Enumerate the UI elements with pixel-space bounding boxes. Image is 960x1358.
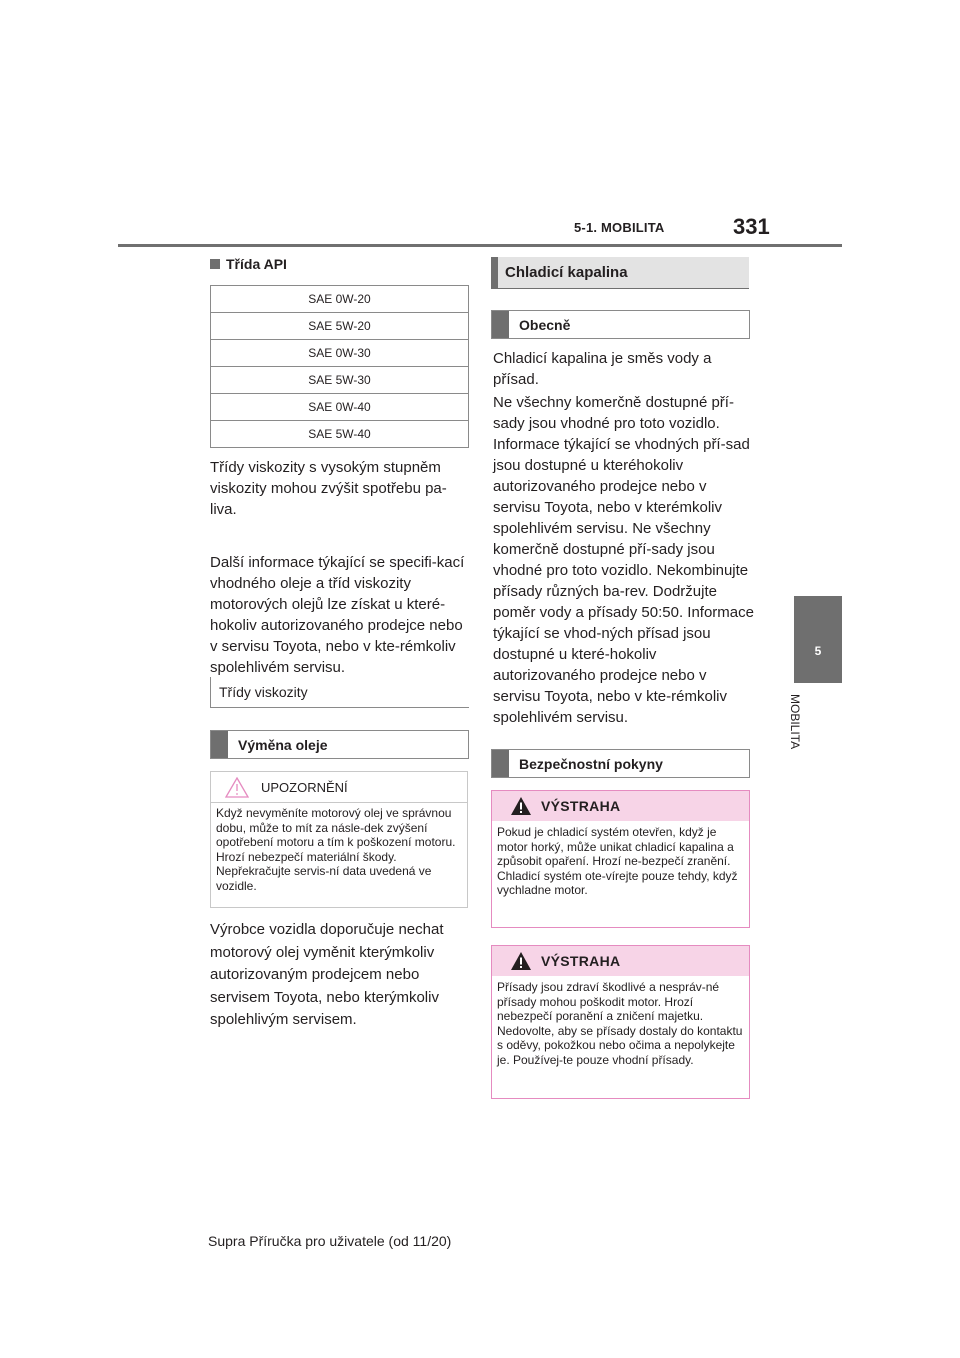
viscosity-table bbox=[210, 285, 469, 448]
section-title: 5-1. MOBILITA bbox=[574, 220, 665, 235]
oil-change-paragraph: Výrobce vozidla doporučuje nechat motorový olej vyměnit kterýmkoliv autorizovaným prodejcem nebo servisem Toyota, nebo kterýmkoliv spolehlivým servisem. bbox=[210, 921, 444, 1028]
footer-text: Supra Příručka pro uživatele (od 11/20) bbox=[208, 1233, 452, 1249]
warning-text: Pokud je chladicí systém otevřen, když je motor horký, může unikat chladicí kapalina a způsobit opaření. Hrozí ne-bezpečí zranění. Chladicí systém ote-vírejte pouze tehdy, když vychladne motor. bbox=[497, 825, 738, 897]
table-row: SAE 0W-40 bbox=[211, 394, 469, 421]
warning-triangle-icon bbox=[510, 951, 532, 971]
viscosity-classes-box: Třídy viskozity bbox=[210, 677, 469, 708]
warning-triangle-icon bbox=[510, 796, 532, 816]
warning-title: VÝSTRAHA bbox=[541, 798, 621, 814]
coolant-mix-paragraph: Chladicí kapalina je směs vody a přísad. bbox=[493, 350, 712, 388]
oil-info-paragraph: Další informace týkající se specifi-kací vhodného oleje a tříd viskozity motorových olejů lze získat u které-hokoliv autorizovaného prodejce nebo v servisu Toyota, nebo v kte-rémkoliv spolehlivém servisu. bbox=[210, 554, 465, 676]
general-heading: Obecně bbox=[491, 310, 750, 339]
caution-box bbox=[210, 771, 468, 908]
header-rule bbox=[118, 244, 842, 247]
viscosity-paragraph: Třídy viskozity s vysokým stupněm viskozity mohou zvýšit spotřebu pa-liva. bbox=[210, 459, 447, 518]
chapter-tab-label: MOBILITA bbox=[788, 694, 802, 750]
oil-change-heading: Výměna oleje bbox=[210, 730, 469, 759]
square-bullet-icon bbox=[210, 259, 220, 269]
table-row: SAE 0W-30 bbox=[211, 340, 469, 367]
warning-box bbox=[491, 790, 750, 928]
chapter-tab bbox=[794, 596, 842, 683]
table-row: SAE 5W-30 bbox=[211, 367, 469, 394]
api-class-heading: Třída API bbox=[210, 256, 287, 272]
safety-heading: Bezpečnostní pokyny bbox=[491, 749, 750, 778]
warning-title: VÝSTRAHA bbox=[541, 953, 621, 969]
caution-triangle-icon bbox=[225, 777, 249, 798]
additives-paragraph: Ne všechny komerčně dostupné pří-sady jsou vhodné pro toto vozidlo. Informace týkající se vhodných pří-sad jsou dostupné u kteréhokoliv autorizovaného prodejce nebo v servisu Toyota, nebo v kterémkoliv spolehlivém servisu. Ne všechny komerčně dostupné pří-sady jsou vhodné pro toto vozidlo. Nekombinujte přísady různých ba-rev. Dodržujte poměr vody a přísady 50:50. Informace týkající se vhod-ných přísad jsou dostupné u které-hokoliv autorizovaného prodejce nebo v servisu Toyota, nebo v kte-rémkoliv spolehlivém servisu. bbox=[493, 394, 754, 726]
table-row: SAE 5W-40 bbox=[211, 421, 469, 448]
coolant-heading: Chladicí kapalina bbox=[491, 257, 749, 289]
warning-box bbox=[491, 945, 750, 1099]
warning-text: Přísady jsou zdraví škodlivé a nespráv-né přísady mohou poškodit motor. Hrozí nebezpečí poranění a zničení majetku. Nedovolte, aby se přísady dostaly do kontaktu s oděvy, pokožkou nebo očima a nepolykejte je. Používej-te pouze vhodní přísady. bbox=[497, 980, 743, 1067]
table-row: SAE 5W-20 bbox=[211, 313, 469, 340]
caution-title: UPOZORNĚNÍ bbox=[261, 780, 348, 795]
page-number: 331 bbox=[733, 214, 770, 239]
table-row: SAE 0W-20 bbox=[211, 286, 469, 313]
caution-text: Když nevyměníte motorový olej ve správnou dobu, může to mít za násle-dek zvýšení opotřebení motoru a tím k poškození motoru. Hrozí nebezpečí materiální škody. Nepřekračujte servis-ní data uvedená ve vozidle. bbox=[216, 806, 456, 893]
chapter-tab-number: 5 bbox=[814, 644, 822, 658]
